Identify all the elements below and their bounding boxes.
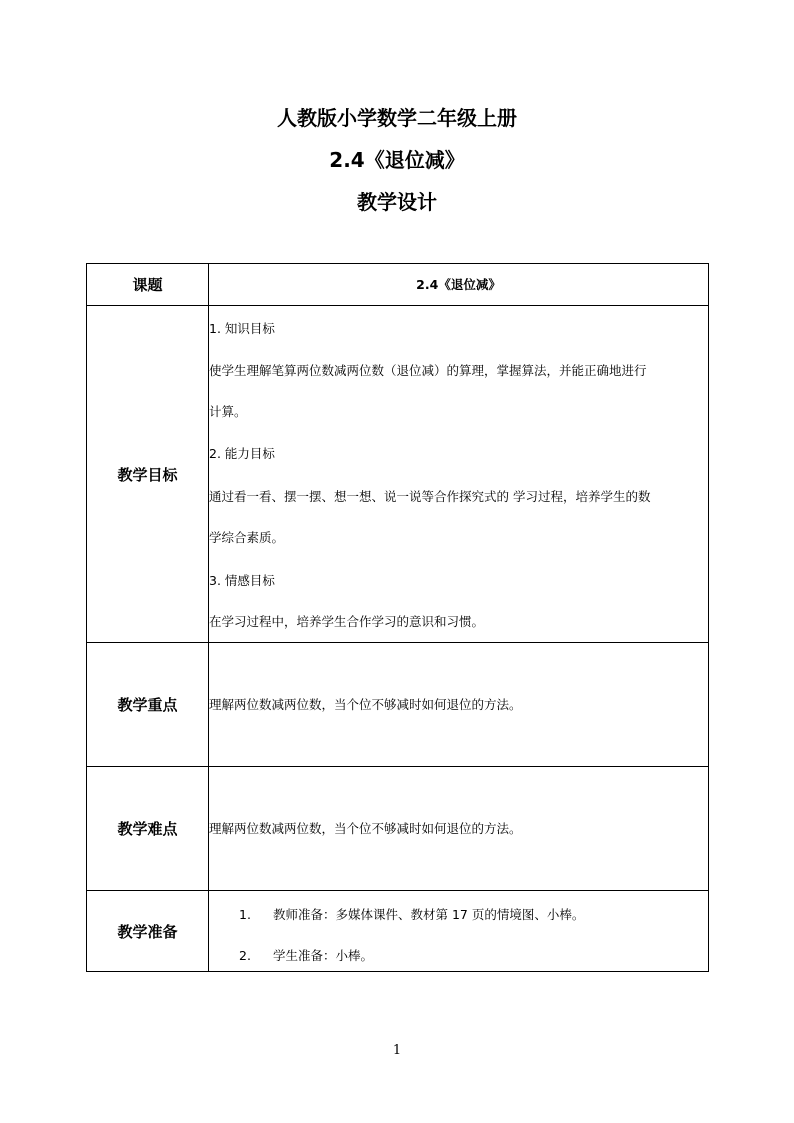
goal-line: 在学习过程中，培养学生合作学习的意识和习惯。 (209, 614, 485, 629)
preparation-cell (209, 891, 709, 972)
title-lesson: 2.4《退位减》 (329, 148, 465, 172)
label-difficult-points: 教学难点 (87, 767, 209, 891)
goal-line: 3. 情感目标 (209, 573, 275, 588)
row-topic (87, 264, 709, 306)
row-difficult-points (87, 767, 709, 891)
goal-line: 计算。 (209, 404, 247, 419)
goal-line: 2. 能力目标 (209, 446, 275, 461)
list-item-text: 教师准备：多媒体课件、教材第 17 页的情境图、小棒。 (273, 907, 585, 922)
row-preparation (87, 891, 709, 972)
topic-value: 2.4《退位减》 (209, 264, 709, 306)
label-topic: 课题 (87, 264, 209, 306)
goal-line: 1. 知识目标 (209, 321, 275, 336)
key-points-text: 理解两位数减两位数，当个位不够减时如何退位的方法。 (209, 643, 709, 767)
label-goals: 教学目标 (87, 306, 209, 643)
row-goals (87, 306, 709, 643)
difficult-points-text: 理解两位数减两位数，当个位不够减时如何退位的方法。 (209, 767, 709, 891)
title-textbook: 人教版小学数学二年级上册 (277, 106, 517, 130)
goal-line: 通过看一看、摆一摆、想一想、说一说等合作探究式的 学习过程，培养学生的数 (209, 489, 651, 504)
title-type: 教学设计 (357, 190, 437, 214)
row-key-points (87, 643, 709, 767)
list-item-number: 2. (239, 948, 251, 963)
page-number: 1 (392, 1043, 402, 1058)
list-item-number: 1. (239, 907, 251, 922)
list-item-text: 学生准备：小棒。 (273, 948, 374, 963)
label-preparation: 教学准备 (87, 891, 209, 972)
goals-list (209, 306, 708, 642)
goal-line: 使学生理解笔算两位数减两位数（退位减）的算理，掌握算法，并能正确地进行 (209, 363, 647, 378)
preparation-list (209, 891, 708, 971)
label-key-points: 教学重点 (87, 643, 209, 767)
lesson-plan-table (86, 263, 709, 972)
goals-cell (209, 306, 709, 643)
goal-line: 学综合素质。 (209, 530, 285, 545)
